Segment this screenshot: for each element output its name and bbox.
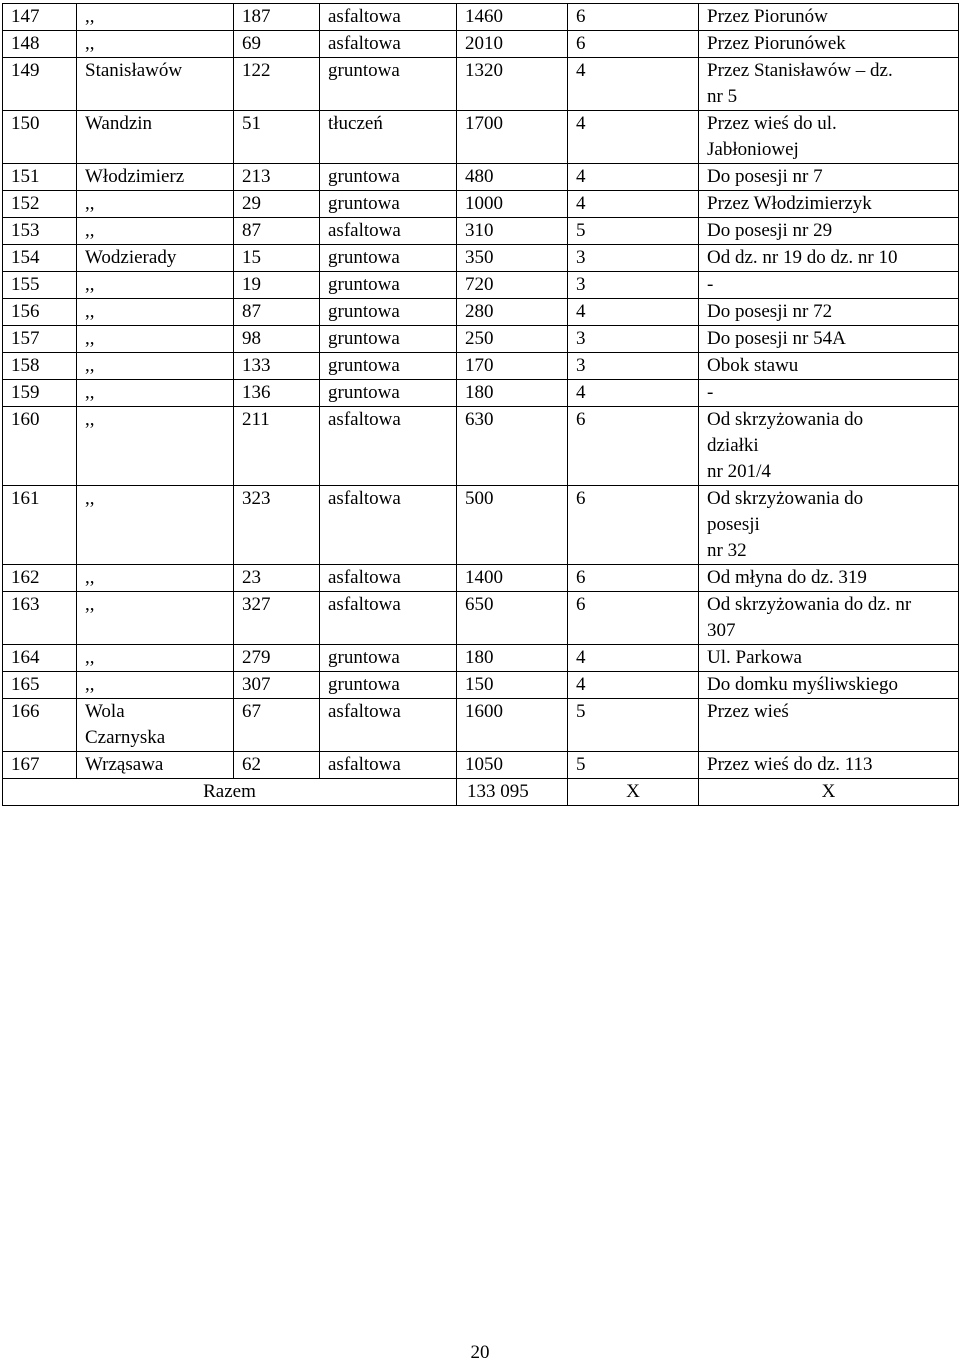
- cell-length: 280: [457, 299, 568, 326]
- cell-locality: Wandzin: [77, 111, 234, 164]
- cell-locality: ,,: [77, 326, 234, 353]
- cell-plot-number: 211: [234, 407, 320, 486]
- cell-width: 4: [568, 164, 699, 191]
- cell-plot-number: 307: [234, 672, 320, 699]
- cell-length: 1320: [457, 58, 568, 111]
- cell-lp: 158: [3, 353, 77, 380]
- cell-lp: 155: [3, 272, 77, 299]
- cell-lp: 164: [3, 645, 77, 672]
- table-row: [3, 699, 959, 752]
- cell-width: 6: [568, 31, 699, 58]
- cell-plot-number: 323: [234, 486, 320, 565]
- cell-surface: gruntowa: [320, 380, 457, 407]
- cell-lp: 159: [3, 380, 77, 407]
- total-description: X: [699, 779, 959, 806]
- cell-description: Od młyna do dz. 319: [699, 565, 959, 592]
- cell-plot-number: 87: [234, 218, 320, 245]
- cell-surface: gruntowa: [320, 58, 457, 111]
- cell-plot-number: 69: [234, 31, 320, 58]
- cell-description: Przez Piorunów: [699, 4, 959, 31]
- cell-locality: Wola Czarnyska: [77, 699, 234, 752]
- cell-length: 1460: [457, 4, 568, 31]
- cell-width: 4: [568, 191, 699, 218]
- cell-length: 180: [457, 645, 568, 672]
- cell-locality: ,,: [77, 592, 234, 645]
- cell-lp: 160: [3, 407, 77, 486]
- cell-length: 2010: [457, 31, 568, 58]
- cell-surface: asfaltowa: [320, 699, 457, 752]
- cell-lp: 165: [3, 672, 77, 699]
- cell-description: Przez Piorunówek: [699, 31, 959, 58]
- total-row: [3, 779, 959, 806]
- cell-plot-number: 98: [234, 326, 320, 353]
- cell-plot-number: 15: [234, 245, 320, 272]
- cell-length: 650: [457, 592, 568, 645]
- cell-surface: asfaltowa: [320, 31, 457, 58]
- cell-length: 500: [457, 486, 568, 565]
- cell-lp: 166: [3, 699, 77, 752]
- table-row: [3, 645, 959, 672]
- cell-width: 4: [568, 380, 699, 407]
- table-row: [3, 111, 959, 164]
- table-row: [3, 218, 959, 245]
- table-row: [3, 380, 959, 407]
- cell-description: Ul. Parkowa: [699, 645, 959, 672]
- cell-length: 150: [457, 672, 568, 699]
- cell-lp: 161: [3, 486, 77, 565]
- cell-description: Obok stawu: [699, 353, 959, 380]
- table-row: [3, 191, 959, 218]
- total-label: Razem: [3, 779, 457, 806]
- cell-width: 3: [568, 353, 699, 380]
- cell-length: 250: [457, 326, 568, 353]
- cell-surface: asfaltowa: [320, 407, 457, 486]
- cell-width: 6: [568, 565, 699, 592]
- cell-length: 1050: [457, 752, 568, 779]
- cell-width: 3: [568, 326, 699, 353]
- cell-lp: 153: [3, 218, 77, 245]
- table-row: [3, 245, 959, 272]
- cell-locality: Włodzimierz: [77, 164, 234, 191]
- page-number: 20: [470, 1342, 490, 1363]
- table-row: [3, 272, 959, 299]
- cell-surface: asfaltowa: [320, 592, 457, 645]
- cell-width: 3: [568, 245, 699, 272]
- cell-description: Od dz. nr 19 do dz. nr 10: [699, 245, 959, 272]
- cell-width: 6: [568, 407, 699, 486]
- table-row: [3, 164, 959, 191]
- cell-surface: gruntowa: [320, 672, 457, 699]
- cell-plot-number: 136: [234, 380, 320, 407]
- cell-width: 6: [568, 486, 699, 565]
- cell-lp: 156: [3, 299, 77, 326]
- table-row: [3, 326, 959, 353]
- cell-width: 4: [568, 58, 699, 111]
- cell-plot-number: 23: [234, 565, 320, 592]
- total-width: X: [568, 779, 699, 806]
- cell-length: 1600: [457, 699, 568, 752]
- cell-plot-number: 133: [234, 353, 320, 380]
- cell-width: 6: [568, 592, 699, 645]
- table-row: [3, 486, 959, 565]
- cell-locality: ,,: [77, 565, 234, 592]
- cell-width: 4: [568, 111, 699, 164]
- cell-plot-number: 279: [234, 645, 320, 672]
- cell-plot-number: 67: [234, 699, 320, 752]
- cell-locality: ,,: [77, 353, 234, 380]
- cell-description: Od skrzyżowania do dz. nr 307: [699, 592, 959, 645]
- cell-width: 4: [568, 299, 699, 326]
- cell-length: 720: [457, 272, 568, 299]
- cell-locality: Wrząsawa: [77, 752, 234, 779]
- cell-description: -: [699, 272, 959, 299]
- cell-description: Od skrzyżowania do działki nr 201/4: [699, 407, 959, 486]
- roads-table-body: [3, 4, 959, 779]
- cell-plot-number: 187: [234, 4, 320, 31]
- cell-description: Przez Włodzimierzyk: [699, 191, 959, 218]
- cell-description: Do domku myśliwskiego: [699, 672, 959, 699]
- cell-plot-number: 213: [234, 164, 320, 191]
- cell-length: 630: [457, 407, 568, 486]
- cell-plot-number: 122: [234, 58, 320, 111]
- table-row: [3, 565, 959, 592]
- cell-locality: ,,: [77, 31, 234, 58]
- cell-lp: 149: [3, 58, 77, 111]
- table-row: [3, 4, 959, 31]
- cell-description: -: [699, 380, 959, 407]
- cell-length: 350: [457, 245, 568, 272]
- cell-description: Do posesji nr 7: [699, 164, 959, 191]
- cell-description: Do posesji nr 54A: [699, 326, 959, 353]
- cell-width: 3: [568, 272, 699, 299]
- cell-surface: asfaltowa: [320, 4, 457, 31]
- roads-table: [2, 3, 959, 806]
- table-row: [3, 299, 959, 326]
- cell-length: 480: [457, 164, 568, 191]
- cell-plot-number: 87: [234, 299, 320, 326]
- cell-lp: 154: [3, 245, 77, 272]
- cell-length: 1700: [457, 111, 568, 164]
- cell-lp: 157: [3, 326, 77, 353]
- cell-surface: gruntowa: [320, 326, 457, 353]
- cell-description: Do posesji nr 29: [699, 218, 959, 245]
- cell-description: Od skrzyżowania do posesji nr 32: [699, 486, 959, 565]
- cell-locality: Stanisławów: [77, 58, 234, 111]
- cell-description: Przez wieś do dz. 113: [699, 752, 959, 779]
- cell-locality: ,,: [77, 272, 234, 299]
- cell-locality: ,,: [77, 407, 234, 486]
- cell-lp: 152: [3, 191, 77, 218]
- cell-lp: 148: [3, 31, 77, 58]
- cell-width: 5: [568, 218, 699, 245]
- cell-width: 5: [568, 699, 699, 752]
- cell-locality: ,,: [77, 4, 234, 31]
- cell-surface: tłuczeń: [320, 111, 457, 164]
- cell-locality: Wodzierady: [77, 245, 234, 272]
- cell-length: 1400: [457, 565, 568, 592]
- cell-surface: gruntowa: [320, 245, 457, 272]
- table-row: [3, 672, 959, 699]
- cell-description: Przez Stanisławów – dz. nr 5: [699, 58, 959, 111]
- cell-surface: gruntowa: [320, 353, 457, 380]
- cell-surface: gruntowa: [320, 164, 457, 191]
- cell-lp: 162: [3, 565, 77, 592]
- cell-lp: 167: [3, 752, 77, 779]
- cell-surface: asfaltowa: [320, 218, 457, 245]
- cell-width: 5: [568, 752, 699, 779]
- table-row: [3, 407, 959, 486]
- cell-surface: asfaltowa: [320, 752, 457, 779]
- table-row: [3, 592, 959, 645]
- cell-length: 180: [457, 380, 568, 407]
- cell-surface: gruntowa: [320, 191, 457, 218]
- cell-width: 4: [568, 645, 699, 672]
- cell-locality: ,,: [77, 672, 234, 699]
- cell-description: Przez wieś do ul. Jabłoniowej: [699, 111, 959, 164]
- table-row: [3, 752, 959, 779]
- cell-surface: asfaltowa: [320, 565, 457, 592]
- cell-description: Przez wieś: [699, 699, 959, 752]
- cell-plot-number: 327: [234, 592, 320, 645]
- cell-description: Do posesji nr 72: [699, 299, 959, 326]
- table-row: [3, 31, 959, 58]
- total-length: 133 095: [457, 779, 568, 806]
- cell-length: 310: [457, 218, 568, 245]
- cell-locality: ,,: [77, 380, 234, 407]
- table-row: [3, 353, 959, 380]
- cell-locality: ,,: [77, 486, 234, 565]
- cell-lp: 150: [3, 111, 77, 164]
- cell-width: 6: [568, 4, 699, 31]
- cell-locality: ,,: [77, 645, 234, 672]
- cell-plot-number: 51: [234, 111, 320, 164]
- cell-plot-number: 19: [234, 272, 320, 299]
- cell-width: 4: [568, 672, 699, 699]
- cell-lp: 151: [3, 164, 77, 191]
- cell-lp: 163: [3, 592, 77, 645]
- cell-surface: gruntowa: [320, 645, 457, 672]
- cell-plot-number: 29: [234, 191, 320, 218]
- table-row: [3, 58, 959, 111]
- cell-locality: ,,: [77, 299, 234, 326]
- cell-locality: ,,: [77, 218, 234, 245]
- cell-lp: 147: [3, 4, 77, 31]
- cell-plot-number: 62: [234, 752, 320, 779]
- cell-length: 1000: [457, 191, 568, 218]
- cell-locality: ,,: [77, 191, 234, 218]
- cell-surface: gruntowa: [320, 299, 457, 326]
- cell-surface: asfaltowa: [320, 486, 457, 565]
- cell-surface: gruntowa: [320, 272, 457, 299]
- cell-length: 170: [457, 353, 568, 380]
